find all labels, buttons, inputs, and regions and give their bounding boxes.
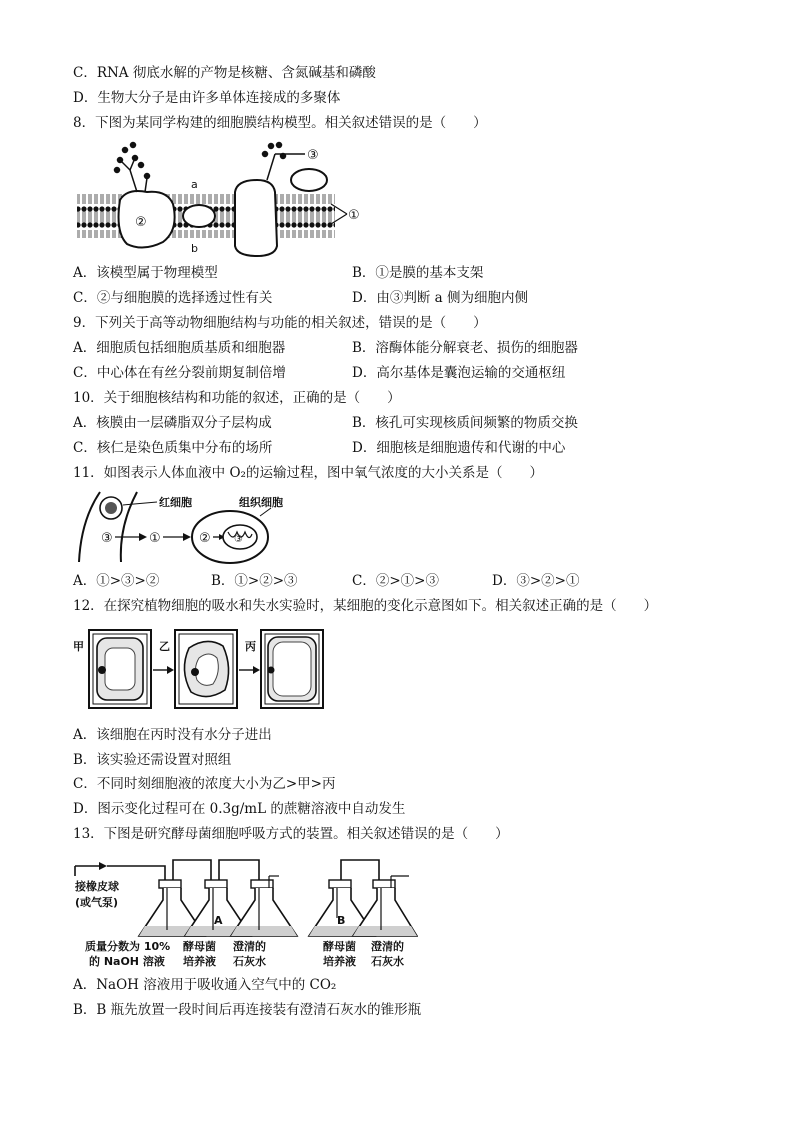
svg-text:②: ② [135, 215, 147, 230]
protein-peripheral [291, 169, 327, 191]
q9-option-b: B．溶酶体能分解衰老、损伤的细胞器 [352, 340, 578, 356]
cell-membrane-model-figure [75, 140, 365, 260]
svg-text:B: B [337, 914, 346, 927]
svg-text:培养液: 培养液 [183, 955, 216, 968]
yeast-respiration-apparatus-figure [73, 852, 418, 970]
q9-option-c: C．中心体在有丝分裂前期复制倍增 [73, 365, 286, 381]
svg-text:酵母菌: 酵母菌 [183, 940, 216, 953]
svg-text:乙: 乙 [159, 640, 170, 653]
q11-option-d: D．③>②>① [492, 573, 580, 589]
q12-stem: 12．在探究植物细胞的吸水和失水实验时，某细胞的变化示意图如下。相关叙述正确的是（ ） [73, 598, 658, 614]
svg-text:③: ③ [234, 534, 243, 545]
q12-option-a: A．该细胞在丙时没有水分子进出 [73, 727, 272, 743]
svg-text:接橡皮球: 接橡皮球 [75, 880, 119, 893]
q10-option-b: B．核孔可实现核质间频繁的物质交换 [352, 415, 578, 431]
q11-option-a: A．①>③>② [73, 573, 160, 589]
svg-text:质量分数为 10%: 质量分数为 10% [85, 940, 171, 953]
svg-text:A: A [214, 914, 223, 927]
svg-text:①: ① [348, 208, 360, 223]
q9-option-a: A．细胞质包括细胞质基质和细胞器 [73, 340, 286, 356]
q12-option-b: B．该实验还需设置对照组 [73, 752, 232, 768]
q7-option-c: C．RNA 彻底水解的产物是核糖、含氮碱基和磷酸 [73, 65, 376, 81]
svg-text:a: a [191, 178, 198, 191]
q8-option-d: D．由③判断 a 侧为细胞内侧 [352, 290, 528, 306]
q7-option-d: D．生物大分子是由许多单体连接成的多聚体 [73, 90, 341, 106]
q11-option-b: B．①>②>③ [211, 573, 298, 589]
svg-text:酵母菌: 酵母菌 [323, 940, 356, 953]
svg-text:②: ② [199, 531, 211, 546]
svg-text:b: b [191, 242, 198, 255]
svg-text:澄清的: 澄清的 [233, 940, 266, 953]
q13-option-a: A．NaOH 溶液用于吸收通入空气中的 CO₂ [73, 977, 337, 993]
svg-text:石灰水: 石灰水 [371, 955, 404, 968]
svg-text:石灰水: 石灰水 [233, 955, 266, 968]
q12-option-d: D．图示变化过程可在 0.3g/mL 的蔗糖溶液中自动发生 [73, 801, 406, 817]
sugar-chain-left [115, 143, 150, 193]
svg-text:的 NaOH 溶液: 的 NaOH 溶液 [89, 955, 165, 968]
svg-text:澄清的: 澄清的 [371, 940, 404, 953]
svg-text:组织细胞: 组织细胞 [239, 496, 283, 509]
svg-text:甲: 甲 [73, 640, 84, 653]
q8-option-c: C．②与细胞膜的选择透过性有关 [73, 290, 273, 306]
q10-option-a: A．核膜由一层磷脂双分子层构成 [73, 415, 272, 431]
flask-limewater-left [231, 876, 297, 936]
q8-option-a: A．该模型属于物理模型 [73, 265, 218, 281]
svg-text:③: ③ [307, 148, 319, 163]
q11-option-c: C．②>①>③ [352, 573, 439, 589]
q10-stem: 10．关于细胞核结构和功能的叙述，正确的是（ ） [73, 390, 401, 406]
plasmolysis-figure [73, 628, 338, 712]
svg-text:丙: 丙 [245, 640, 256, 653]
q11-stem: 11．如图表示人体血液中 O₂的运输过程，图中氧气浓度的大小关系是（ ） [73, 465, 543, 481]
svg-text:③: ③ [101, 531, 113, 546]
q13-stem: 13．下图是研究酵母菌细胞呼吸方式的装置。相关叙述错误的是（ ） [73, 826, 509, 842]
q12-option-c: C．不同时刻细胞液的浓度大小为乙>甲>丙 [73, 776, 336, 792]
oxygen-transport-figure [75, 490, 300, 570]
q8-stem: 8．下图为某同学构建的细胞膜结构模型。相关叙述错误的是（ ） [73, 115, 487, 131]
svg-text:培养液: 培养液 [323, 955, 356, 968]
q10-option-d: D．细胞核是细胞遗传和代谢的中心 [352, 440, 566, 456]
protein-large [235, 180, 277, 256]
svg-text:红细胞: 红细胞 [159, 496, 192, 509]
q9-stem: 9．下列关于高等动物细胞结构与功能的相关叙述，错误的是（ ） [73, 315, 487, 331]
q13-option-b: B．B 瓶先放置一段时间后再连接装有澄清石灰水的锥形瓶 [73, 1002, 422, 1018]
q10-option-c: C．核仁是染色质集中分布的场所 [73, 440, 273, 456]
q8-option-b: B．①是膜的基本支架 [352, 265, 484, 281]
q9-option-d: D．高尔基体是囊泡运输的交通枢纽 [352, 365, 566, 381]
svg-text:(或气泵): (或气泵) [75, 896, 119, 909]
protein-small-center [183, 205, 215, 227]
svg-text:①: ① [149, 531, 161, 546]
flask-limewater-right [353, 876, 417, 936]
